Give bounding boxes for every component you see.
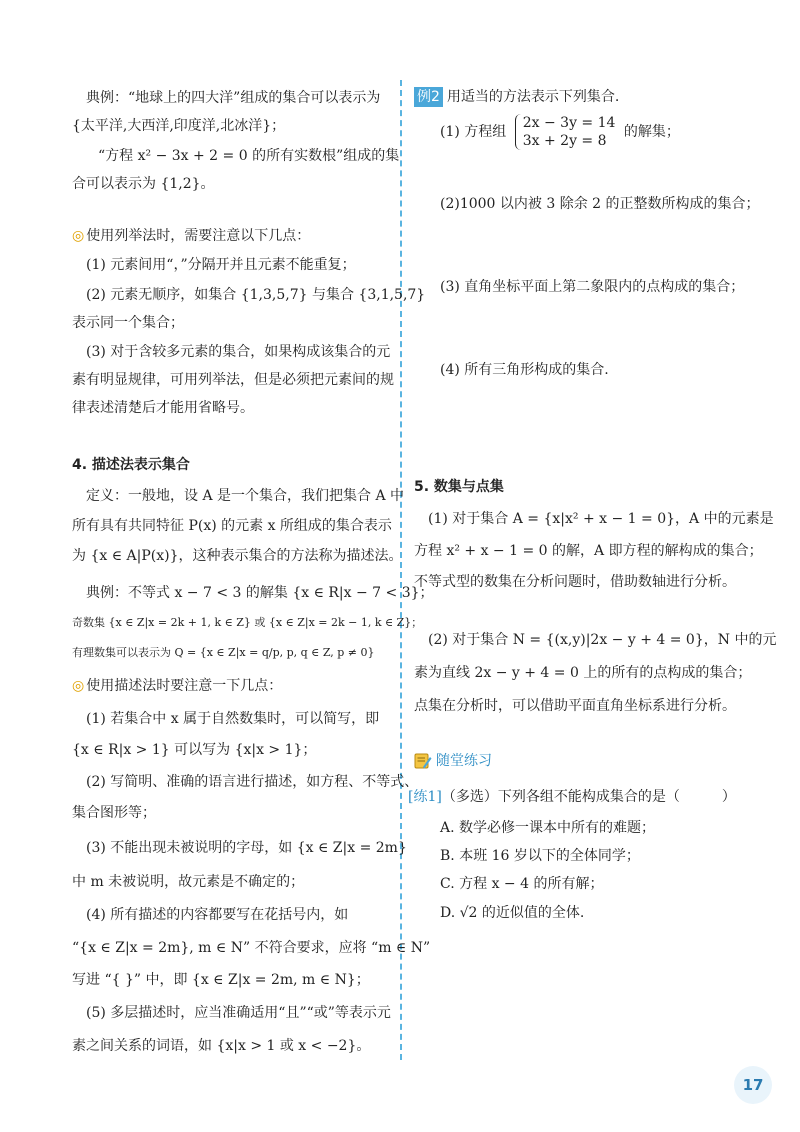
list-note-title: 使用列举法时，需要注意以下几点： bbox=[86, 228, 311, 244]
desc-note-2a: (2) 写简明、准确的语言进行描述，如方程、不等式、 bbox=[86, 774, 419, 790]
option-b: B. 本班 16 岁以下的全体同学； bbox=[440, 848, 640, 864]
list-note-2a: (2) 元素无顺序，如集合 {1,3,5,7} 与集合 {3,1,5,7} bbox=[86, 287, 426, 303]
option-a: A. 数学必修一课本中所有的难题； bbox=[440, 820, 656, 836]
example-2-q1 bbox=[414, 112, 680, 152]
practice-question bbox=[408, 787, 736, 807]
desc-note-title-row bbox=[72, 676, 282, 696]
section-5-title: 5. 数集与点集 bbox=[414, 479, 504, 495]
example-inequality: 典例：不等式 x − 7 < 3 的解集 {x ∈ R|x − 7 < 3}； bbox=[86, 585, 434, 601]
desc-note-5a: (5) 多层描述时，应当准确适用“且”“或”等表示元 bbox=[86, 1005, 391, 1021]
example-odd-set: 奇数集 {x ∈ Z|x = 2k + 1, k ∈ Z} 或 {x ∈ Z|x = 2k − 1, k ∈ Z}； bbox=[72, 616, 423, 629]
practice-header bbox=[414, 751, 492, 771]
option-c: C. 方程 x − 4 的所有解； bbox=[440, 876, 604, 892]
equation-system bbox=[515, 114, 616, 150]
section-5-1b: 方程 x² + x − 1 = 0 的解，A 即方程的解构成的集合； bbox=[414, 543, 763, 559]
practice-question-text: （多选）下列各组不能构成集合的是（ ） bbox=[441, 789, 736, 805]
example-2-badge: 例2 bbox=[414, 87, 443, 107]
section-5-2c: 点集在分析时，可以借助平面直角坐标系进行分析。 bbox=[414, 698, 736, 714]
practice-title: 随堂练习 bbox=[436, 753, 492, 769]
list-note-3a: (3) 对于含较多元素的集合，如果构成该集合的元 bbox=[86, 344, 391, 360]
equation-line-2: 合可以表示为 {1,2}。 bbox=[72, 176, 215, 192]
desc-note-1a: (1) 若集合中 x 属于自然数集时，可以简写，即 bbox=[86, 711, 380, 727]
example-set: {太平洋,大西洋,印度洋,北冰洋}； bbox=[72, 118, 286, 134]
bullet-icon: ◎ bbox=[72, 678, 85, 694]
option-d: D. √2 的近似值的全体. bbox=[440, 905, 585, 921]
practice-tag: [练1] bbox=[408, 789, 442, 805]
column-divider bbox=[400, 80, 402, 1060]
desc-note-5b: 素之间关系的词语，如 {x|x > 1 或 x < −2}。 bbox=[72, 1038, 371, 1054]
system-eq-2: 3x + 2y = 8 bbox=[522, 133, 607, 149]
page-number: 17 bbox=[734, 1066, 772, 1104]
bullet-icon: ◎ bbox=[72, 228, 85, 244]
equation-line-1: “方程 x² − 3x + 2 = 0 的所有实数根”组成的集 bbox=[98, 148, 400, 164]
example-intro: 典例：“地球上的四大洋”组成的集合可以表示为 bbox=[86, 90, 381, 106]
example-2-q2: (2)1000 以内被 3 除余 2 的正整数所构成的集合； bbox=[440, 196, 760, 212]
section-5-1a: (1) 对于集合 A = {x|x² + x − 1 = 0}，A 中的元素是 bbox=[428, 511, 774, 527]
desc-note-1b: {x ∈ R|x > 1} 可以写为 {x|x > 1}； bbox=[72, 742, 317, 758]
list-note-1: (1) 元素间用“，”分隔开并且元素不能重复； bbox=[86, 257, 356, 273]
list-note-2b: 表示同一个集合； bbox=[72, 315, 184, 331]
section-4-title: 4. 描述法表示集合 bbox=[72, 457, 190, 473]
pencil-icon bbox=[414, 752, 432, 770]
desc-note-title: 使用描述法时要注意一下几点： bbox=[86, 678, 283, 694]
desc-note-3b: 中 m 未被说明，故元素是不确定的； bbox=[72, 874, 305, 890]
example-2-q3: (3) 直角坐标平面上第二象限内的点构成的集合； bbox=[440, 279, 745, 295]
list-note-3c: 律表述清楚后才能用省略号。 bbox=[72, 400, 254, 416]
desc-note-4a: (4) 所有描述的内容都要写在花括号内，如 bbox=[86, 907, 349, 923]
q1-suffix: 的解集； bbox=[623, 124, 680, 140]
list-note-3b: 素有明显规律，可用列举法，但是必须把元素间的规 bbox=[72, 372, 394, 388]
desc-note-3a: (3) 不能出现未被说明的字母，如 {x ∈ Z|x = 2m} bbox=[86, 840, 407, 856]
definition-c: 为 {x ∈ A|P(x)}，这种表示集合的方法称为描述法。 bbox=[72, 548, 403, 564]
desc-note-4c: 写进 “{ }” 中，即 {x ∈ Z|x = 2m, m ∈ N}； bbox=[72, 972, 370, 988]
q1-prefix: (1) 方程组 bbox=[440, 124, 507, 140]
definition-b: 所有具有共同特征 P(x) 的元素 x 所组成的集合表示 bbox=[72, 518, 392, 534]
desc-note-2b: 集合图形等； bbox=[72, 805, 156, 821]
example-2-q4: (4) 所有三角形构成的集合. bbox=[440, 362, 609, 378]
brace-icon bbox=[515, 114, 522, 150]
section-5-1c: 不等式型的数集在分析问题时，借助数轴进行分析。 bbox=[414, 574, 736, 590]
example-2-title: 用适当的方法表示下列集合. bbox=[446, 89, 620, 105]
section-5-2b: 素为直线 2x − y + 4 = 0 上的所有的点构成的集合； bbox=[414, 665, 752, 681]
desc-note-4b: “{x ∈ Z|x = 2m}, m ∈ N” 不符合要求，应将 “m ∈ N” bbox=[72, 940, 431, 956]
definition-a: 定义：一般地，设 A 是一个集合，我们把集合 A 中 bbox=[86, 488, 405, 504]
example-rational-set: 有理数集可以表示为 Q = {x ∈ Z|x = q/p, p, q ∈ Z, p ≠ 0} bbox=[72, 646, 375, 659]
list-note-title-row bbox=[72, 226, 310, 246]
section-5-2a: (2) 对于集合 N = {(x,y)|2x − y + 4 = 0}，N 中的元 bbox=[428, 632, 777, 648]
system-eq-1: 2x − 3y = 14 bbox=[522, 115, 616, 131]
example-2-header bbox=[414, 87, 619, 107]
